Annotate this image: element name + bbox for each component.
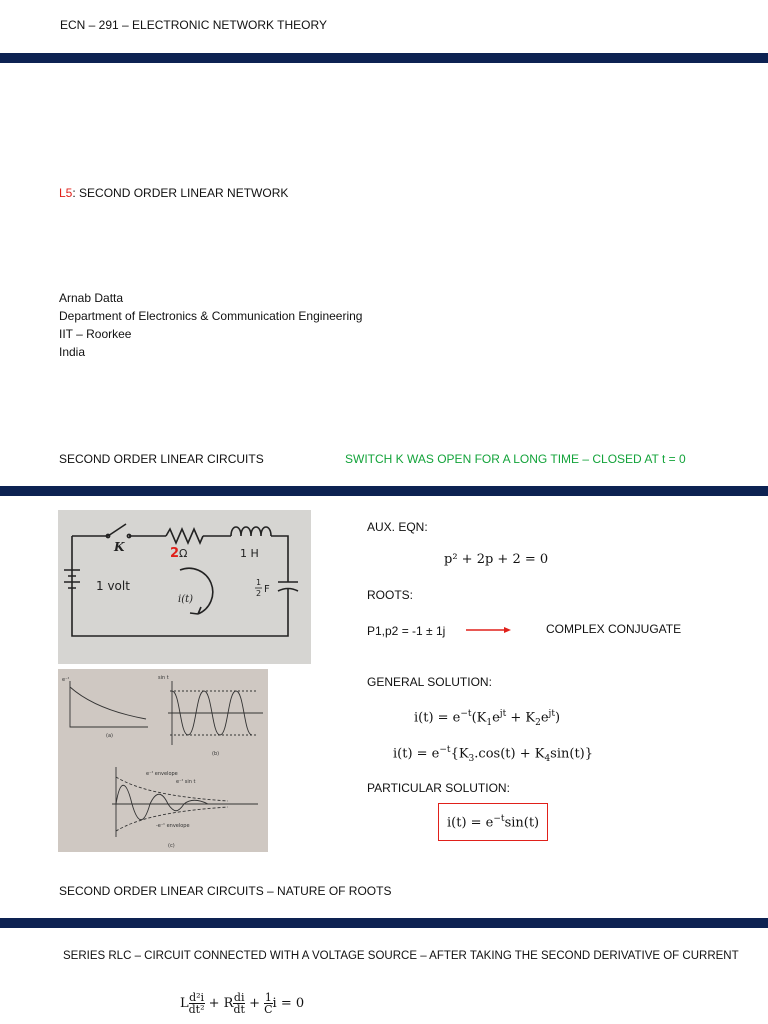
capacitor-den: 2 bbox=[256, 589, 262, 598]
aux-equation: p² + 2p + 2 = 0 bbox=[444, 552, 549, 567]
general-solution-eq1: $i(t) = e^{-t}(K_1e^{jt} + K_2e^{jt})$ bbox=[414, 709, 561, 728]
envelope-bottom-label: -e⁻ᵗ envelope bbox=[156, 823, 190, 829]
resistor-unit: Ω bbox=[179, 547, 188, 560]
roots-label: ROOTS: bbox=[367, 588, 414, 602]
lecture-title-text: : SECOND ORDER LINEAR NETWORK bbox=[72, 186, 289, 200]
inductor-label: 1 H bbox=[240, 547, 259, 560]
particular-solution-label: PARTICULAR SOLUTION: bbox=[367, 781, 510, 795]
author-block bbox=[59, 289, 362, 361]
header-divider bbox=[0, 53, 768, 63]
country: India bbox=[59, 345, 86, 359]
plot-b-caption: (b) bbox=[212, 751, 220, 757]
slide2-divider bbox=[0, 486, 768, 496]
resistor-value: 2 bbox=[170, 546, 180, 561]
slide2-title: SECOND ORDER LINEAR CIRCUITS bbox=[59, 452, 264, 466]
department: Department of Electronics & Communication Engineering bbox=[59, 309, 363, 323]
roots-note: COMPLEX CONJUGATE bbox=[546, 622, 682, 636]
circuit-diagram bbox=[58, 510, 311, 664]
source-label: 1 volt bbox=[96, 579, 130, 593]
plot-a-caption: (a) bbox=[106, 733, 113, 739]
sin-plot-label: sin t bbox=[158, 675, 169, 681]
author-name: Arnab Datta bbox=[59, 291, 124, 305]
red-arrow bbox=[466, 625, 512, 635]
general-solution-eq2: $i(t) = e^{-t}\{K_3.\cos(t) + K_4\sin(t)\}$ bbox=[393, 745, 594, 764]
roots-value: P1,p2 = -1 ± 1j bbox=[367, 624, 446, 638]
general-solution-label: GENERAL SOLUTION: bbox=[367, 675, 492, 689]
product-label: e⁻ᵗ sin t bbox=[176, 779, 196, 785]
slide3-subtitle: SERIES RLC – CIRCUIT CONNECTED WITH A VOLTAGE SOURCE – AFTER TAKING THE SECOND DERIVATIVE OF CURRENT bbox=[63, 950, 739, 962]
course-title: ECN – 291 – ELECTRONIC NETWORK THEORY bbox=[60, 18, 327, 32]
slide3-title: SECOND ORDER LINEAR CIRCUITS – NATURE OF ROOTS bbox=[59, 884, 392, 898]
exp-plot-label: e⁻ᵗ bbox=[62, 677, 70, 683]
circuit-drawing bbox=[58, 510, 311, 664]
switch-note: SWITCH K WAS OPEN FOR A LONG TIME – CLOSED AT t = 0 bbox=[345, 452, 686, 466]
particular-solution-box: $i(t) = e^{-t}\sin(t)$ bbox=[438, 803, 548, 841]
current-label: i(t) bbox=[178, 594, 194, 605]
waveform-figure bbox=[58, 669, 268, 852]
waveform-drawing bbox=[58, 669, 268, 852]
capacitor-num: 1 bbox=[256, 578, 262, 587]
lecture-number: L5 bbox=[59, 186, 73, 200]
institute: IIT – Roorkee bbox=[59, 327, 132, 341]
capacitor-unit: F bbox=[264, 584, 270, 595]
aux-label: AUX. EQN: bbox=[367, 520, 428, 534]
lecture-title bbox=[59, 186, 288, 200]
slide3-divider bbox=[0, 918, 768, 928]
plot-c-caption: (c) bbox=[168, 843, 175, 849]
rlc-equation: L $\frac{\text{d²i}}{\text{dt²}}$ + R $\frac{di}{dt}$ + $\frac{1}{C}$ i = 0 bbox=[180, 991, 305, 1016]
switch-label: K bbox=[114, 540, 125, 554]
envelope-top-label: e⁻ᵗ envelope bbox=[146, 771, 178, 777]
